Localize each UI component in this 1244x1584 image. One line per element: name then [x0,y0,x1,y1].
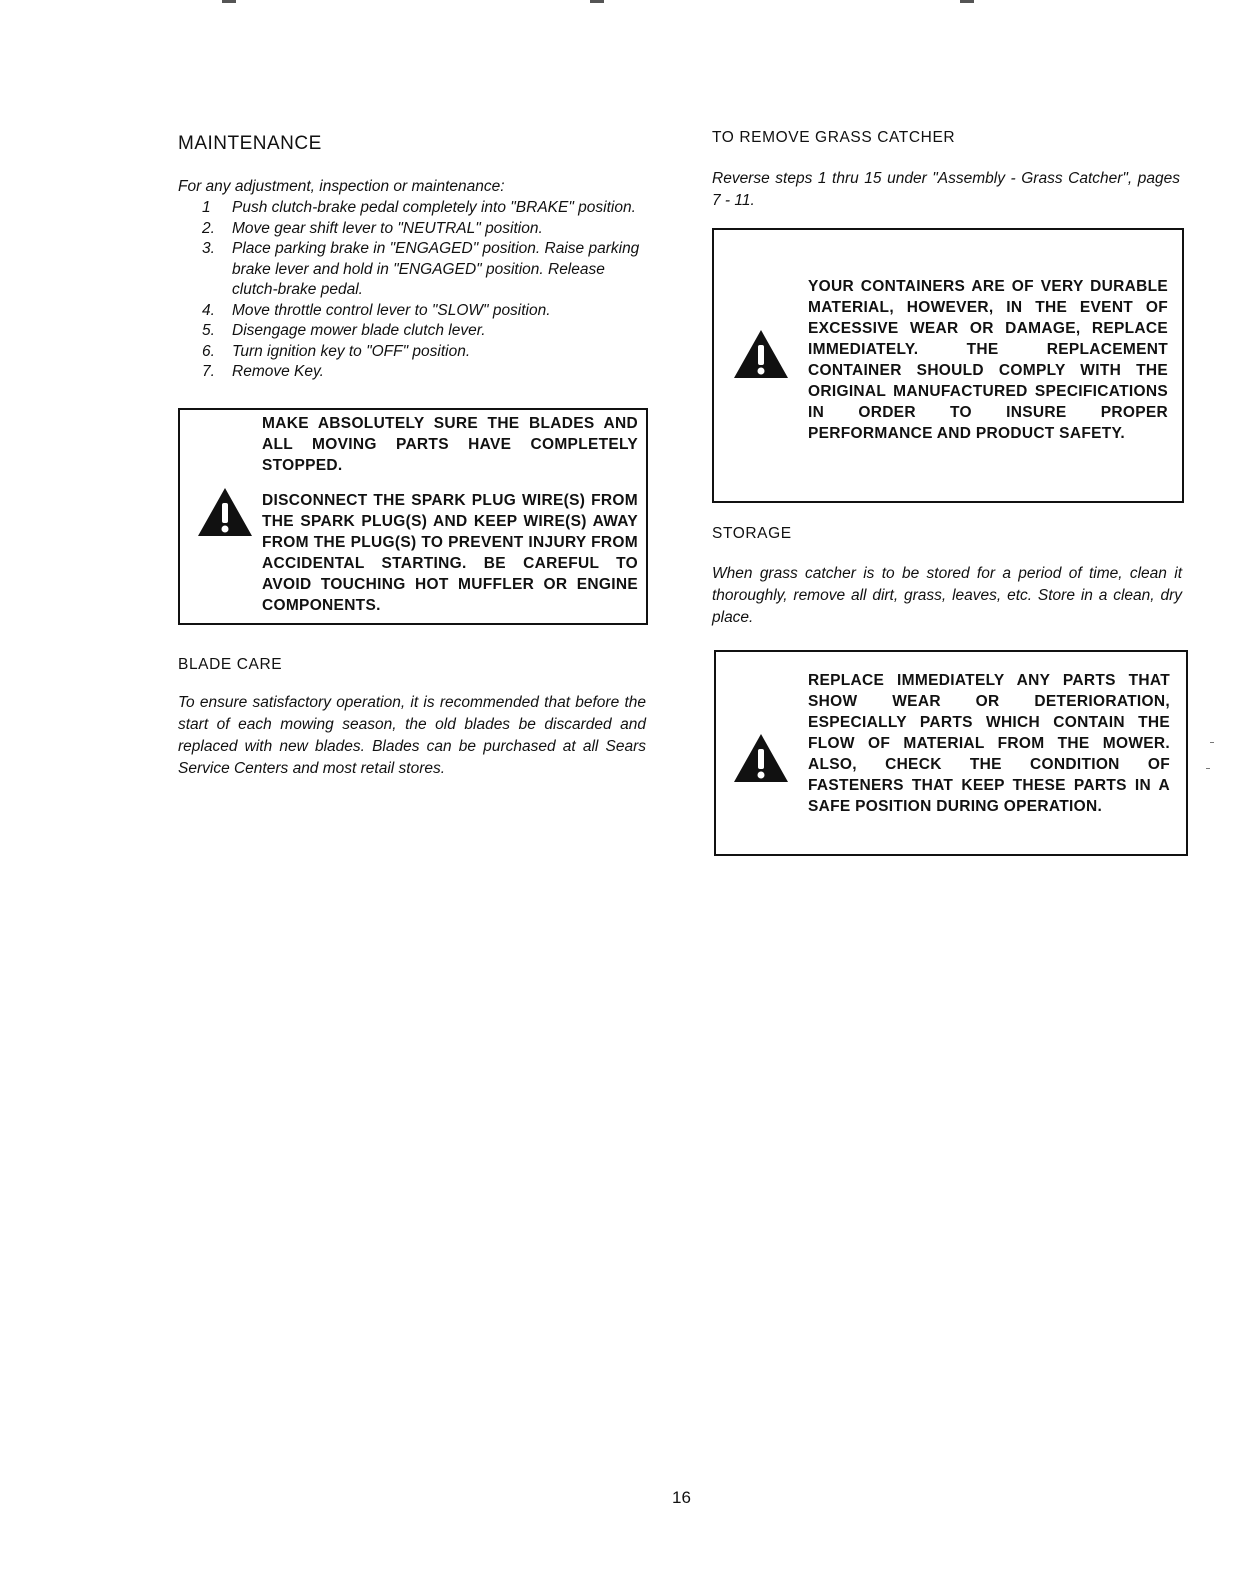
maintenance-steps [178,198,648,383]
warning-box-containers [712,228,1184,503]
warning-paragraph: REPLACE IMMEDIATELY ANY PARTS THAT SHOW WEAR OR DETERIORATION, ESPECIALLY PARTS WHICH CONTAIN THE FLOW OF MATERIAL FROM THE MOWER. ALSO, CHECK THE CONDITION OF FASTENERS THAT KEEP THESE PARTS IN A SAFE POSITION DURING OPERATION. [808,672,1170,815]
step-number: 3. [202,240,215,257]
scan-speck [1206,768,1210,769]
step-text: Move throttle control lever to "SLOW" position. [232,301,551,319]
warning-triangle-icon [196,486,254,540]
maintenance-step [178,219,648,240]
warning-triangle-icon [732,328,790,382]
warning-text [808,670,1170,817]
maintenance-step [178,342,648,363]
step-text: Disengage mower blade clutch lever. [232,322,486,339]
step-text: Remove Key. [232,363,324,380]
scan-mark [590,0,604,3]
warning-box-parts [714,650,1188,856]
step-text: Push clutch-brake pedal completely into "BRAKE" position. [232,199,636,216]
step-text: Turn ignition key to "OFF" position. [232,342,471,360]
step-number: 6. [202,342,215,360]
warning-text [262,413,638,616]
warning-paragraph: YOUR CONTAINERS ARE OF VERY DURABLE MATERIAL, HOWEVER, IN THE EVENT OF EXCESSIVE WEAR OR DAMAGE, REPLACE IMMEDIATELY. THE REPLACEMENT CONTAINER SHOULD COMPLY WITH THE ORIGINAL MANUFACTURED SPECIFICATIONS IN ORDER TO INSURE PROPER PERFORMANCE AND PRODUCT SAFETY. [808,278,1168,442]
step-number: 1 [202,199,211,216]
maintenance-step [178,301,648,322]
warning-text [808,276,1168,444]
remove-grass-catcher-text: Reverse steps 1 thru 15 under "Assembly - Grass Catcher", pages 7 - 11. [712,170,1180,209]
page-number: 16 [672,1488,691,1507]
step-number: 4. [202,301,215,319]
step-text: Move gear shift lever to "NEUTRAL" position. [232,219,543,237]
warning-paragraph: DISCONNECT THE SPARK PLUG WIRE(S) FROM THE SPARK PLUG(S) AND KEEP WIRE(S) AWAY FROM THE PLUG(S) TO PREVENT INJURY FROM ACCIDENTAL STARTING. BE CAREFUL TO AVOID TOUCHING HOT MUFFLER OR ENGINE COMPONENTS. [262,492,638,614]
maintenance-step [178,321,648,342]
maintenance-step [178,362,648,383]
storage-text: When grass catcher is to be stored for a period of time, clean it thoroughly, remove all dirt, grass, leaves, etc. Store in a clean, dry place. [712,565,1182,626]
scan-mark [960,0,974,3]
scan-mark [222,0,236,3]
storage-heading: STORAGE [712,525,792,542]
warning-box-blades [178,408,648,625]
step-text: Place parking brake in "ENGAGED" position. Raise parking brake lever and hold in "ENGAGED" position. Release clutch-brake pedal. [232,240,640,298]
step-number: 5. [202,322,215,339]
remove-grass-catcher-heading: TO REMOVE GRASS CATCHER [712,129,956,146]
step-number: 7. [202,363,215,380]
warning-triangle-icon [732,732,790,786]
scan-speck [1210,742,1214,743]
blade-care-text: To ensure satisfactory operation, it is recommended that before the start of each mowing season, the old blades be discarded and replaced with new blades. Blades can be purchased at all Sears Service Centers and most retail stores. [178,694,646,777]
maintenance-heading: MAINTENANCE [178,133,322,154]
step-number: 2. [202,219,215,237]
maintenance-intro: For any adjustment, inspection or maintenance: [178,178,505,195]
blade-care-heading: BLADE CARE [178,656,283,673]
warning-paragraph: MAKE ABSOLUTELY SURE THE BLADES AND ALL MOVING PARTS HAVE COMPLETELY STOPPED. [262,415,638,474]
maintenance-step [178,239,648,301]
maintenance-step [178,198,648,219]
